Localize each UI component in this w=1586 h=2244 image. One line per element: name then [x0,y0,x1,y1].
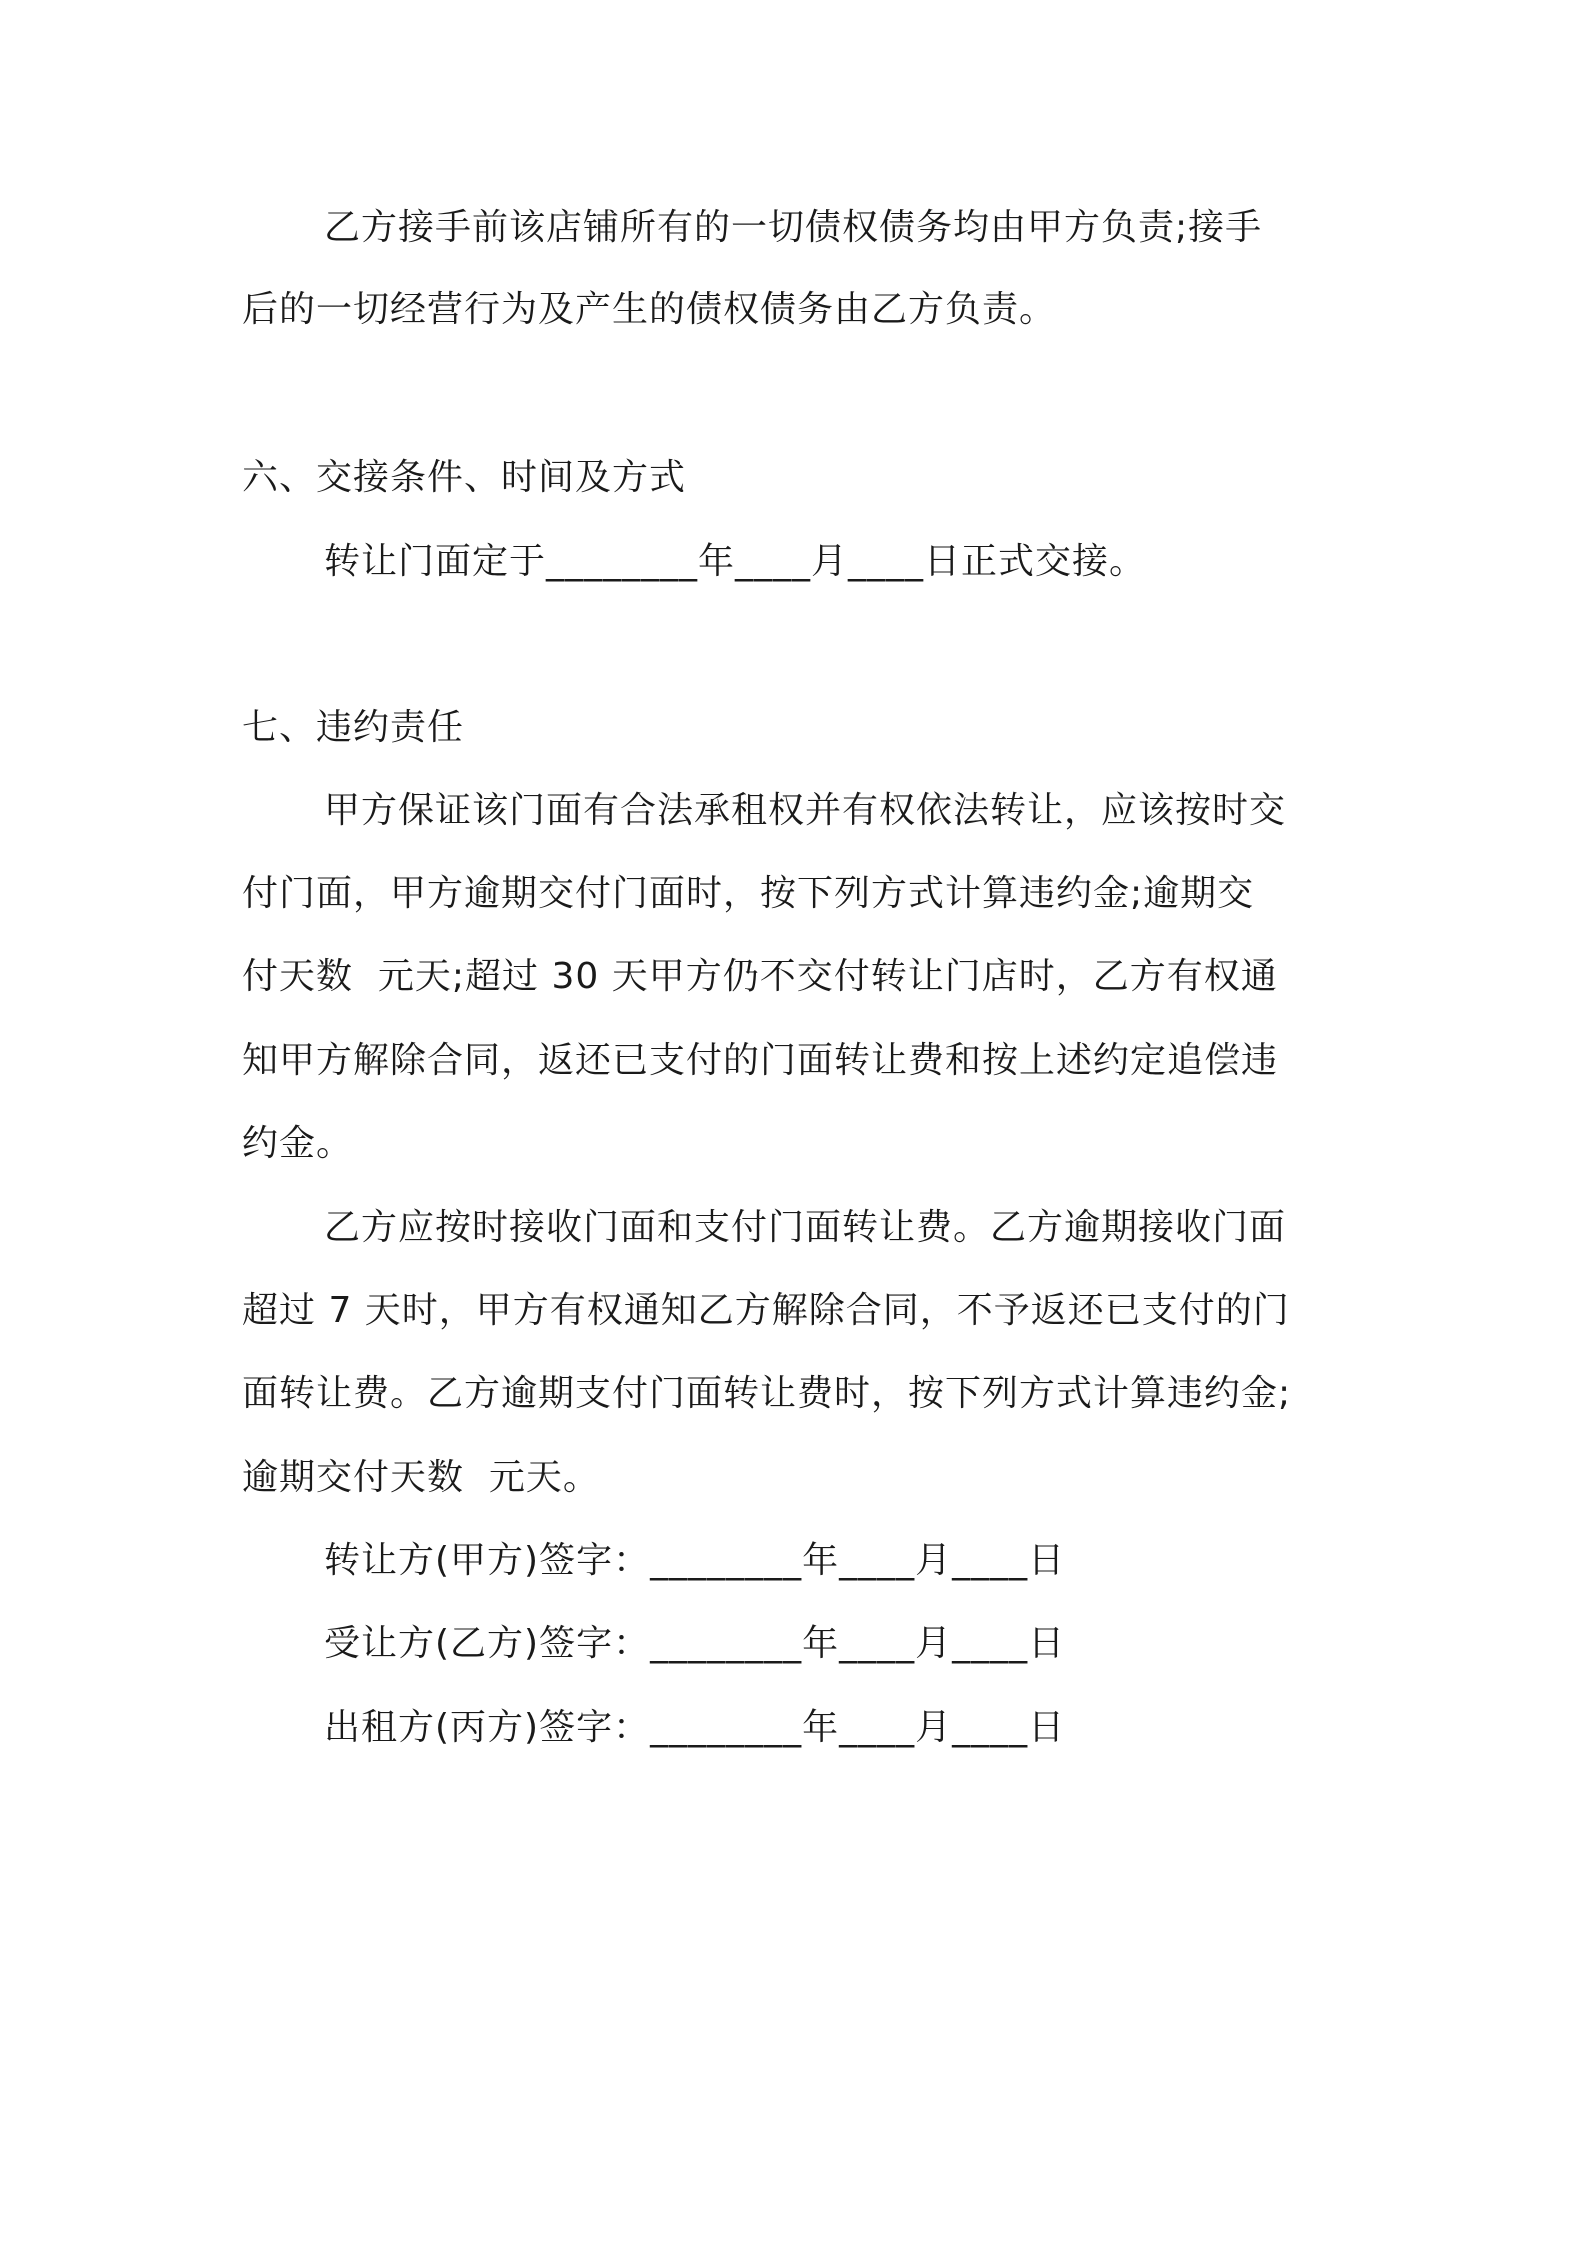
signature-line-party-c: 出租方(丙方)签字：________年____月____日 [324,1707,1066,1748]
section-7-para-a-line-5: 约金。 [242,1123,354,1164]
section-6-handover-date: 转让门面定于________年____月____日正式交接。 [324,541,1147,582]
section-7-para-a-line-1: 甲方保证该门面有合法承租权并有权依法转让，应该按时交 [324,790,1287,831]
signature-line-party-b: 受让方(乙方)签字：________年____月____日 [324,1623,1066,1664]
paragraph-debt-line-1: 乙方接手前该店铺所有的一切债权债务均由甲方负责;接手 [324,207,1263,248]
section-7-para-b-line-1: 乙方应按时接收门面和支付门面转让费。乙方逾期接收门面 [324,1207,1287,1248]
section-7-para-a-line-3: 付天数 元天;超过 30 天甲方仍不交付转让门店时，乙方有权通 [242,956,1278,997]
paragraph-debt-line-2: 后的一切经营行为及产生的债权债务由乙方负责。 [242,289,1057,330]
signature-line-party-a: 转让方(甲方)签字：________年____月____日 [324,1540,1066,1581]
section-7-heading: 七、违约责任 [242,707,465,748]
section-7-para-a-line-2: 付门面，甲方逾期交付门面时，按下列方式计算违约金;逾期交 [242,873,1255,914]
section-7-para-b-line-4: 逾期交付天数 元天。 [242,1457,600,1498]
section-7-para-b-line-3: 面转让费。乙方逾期支付门面转让费时，按下列方式计算违约金; [242,1373,1292,1414]
section-7-para-b-line-2: 超过 7 天时，甲方有权通知乙方解除合同，不予返还已支付的门 [242,1290,1290,1331]
section-6-heading: 六、交接条件、时间及方式 [242,457,687,498]
section-7-para-a-line-4: 知甲方解除合同，返还已支付的门面转让费和按上述约定追偿违 [242,1040,1279,1081]
